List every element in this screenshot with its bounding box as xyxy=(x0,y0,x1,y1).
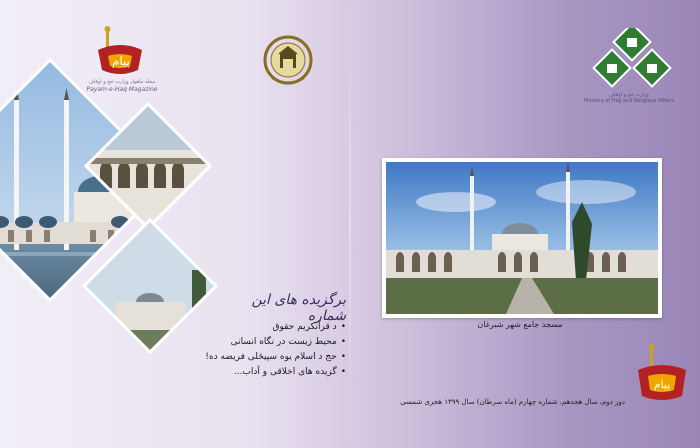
list-item xyxy=(196,320,346,335)
highlights-list xyxy=(196,320,346,380)
bullet-icon: • xyxy=(340,367,346,377)
main-photo-caption: مسجد جامع شهر شبرغان xyxy=(477,320,563,329)
magazine-subtitle: مجله ماهوار وزارت حج و اوقاف xyxy=(88,79,156,85)
list-item xyxy=(196,365,346,380)
main-mosque-photo xyxy=(386,162,658,314)
magazine-logo-large-text: پیام xyxy=(653,378,671,391)
highlight-text: محیط زیست در نگاه انسانی xyxy=(230,337,337,347)
magazine-logo-large xyxy=(630,342,694,412)
ministry-caption-native: وزارت حج و اوقاف xyxy=(609,92,649,98)
highlight-text: د قرآنکریم حقوق xyxy=(272,322,337,332)
national-emblem-icon xyxy=(262,34,314,90)
list-item xyxy=(196,350,346,365)
ministry-caption: Ministry of Hajj and Religious Affairs xyxy=(583,98,675,104)
bullet-icon: • xyxy=(340,322,346,332)
bullet-icon: • xyxy=(340,337,346,347)
highlights-title: برگزیده های این شماره xyxy=(251,292,346,324)
magazine-logo-text: پیام xyxy=(111,54,131,68)
bullet-icon: • xyxy=(340,352,346,362)
magazine-caption: Payam-e-Haq Magazine xyxy=(86,86,158,93)
spread-fold xyxy=(349,0,351,448)
list-item xyxy=(196,335,346,350)
main-photo-frame xyxy=(382,158,662,318)
highlight-text: حج د اسلام یوه سپیڅلی فریضه ده! xyxy=(205,352,337,362)
highlight-text: گزیده های اخلاقی و آداب... xyxy=(233,367,337,377)
issue-info: دور دوم، سال هجدهم، شماره چهارم (ماه سرطان) سال ۱۳۹۹ هجری شمسی xyxy=(400,398,625,406)
mosque-photo-collage xyxy=(0,40,260,448)
